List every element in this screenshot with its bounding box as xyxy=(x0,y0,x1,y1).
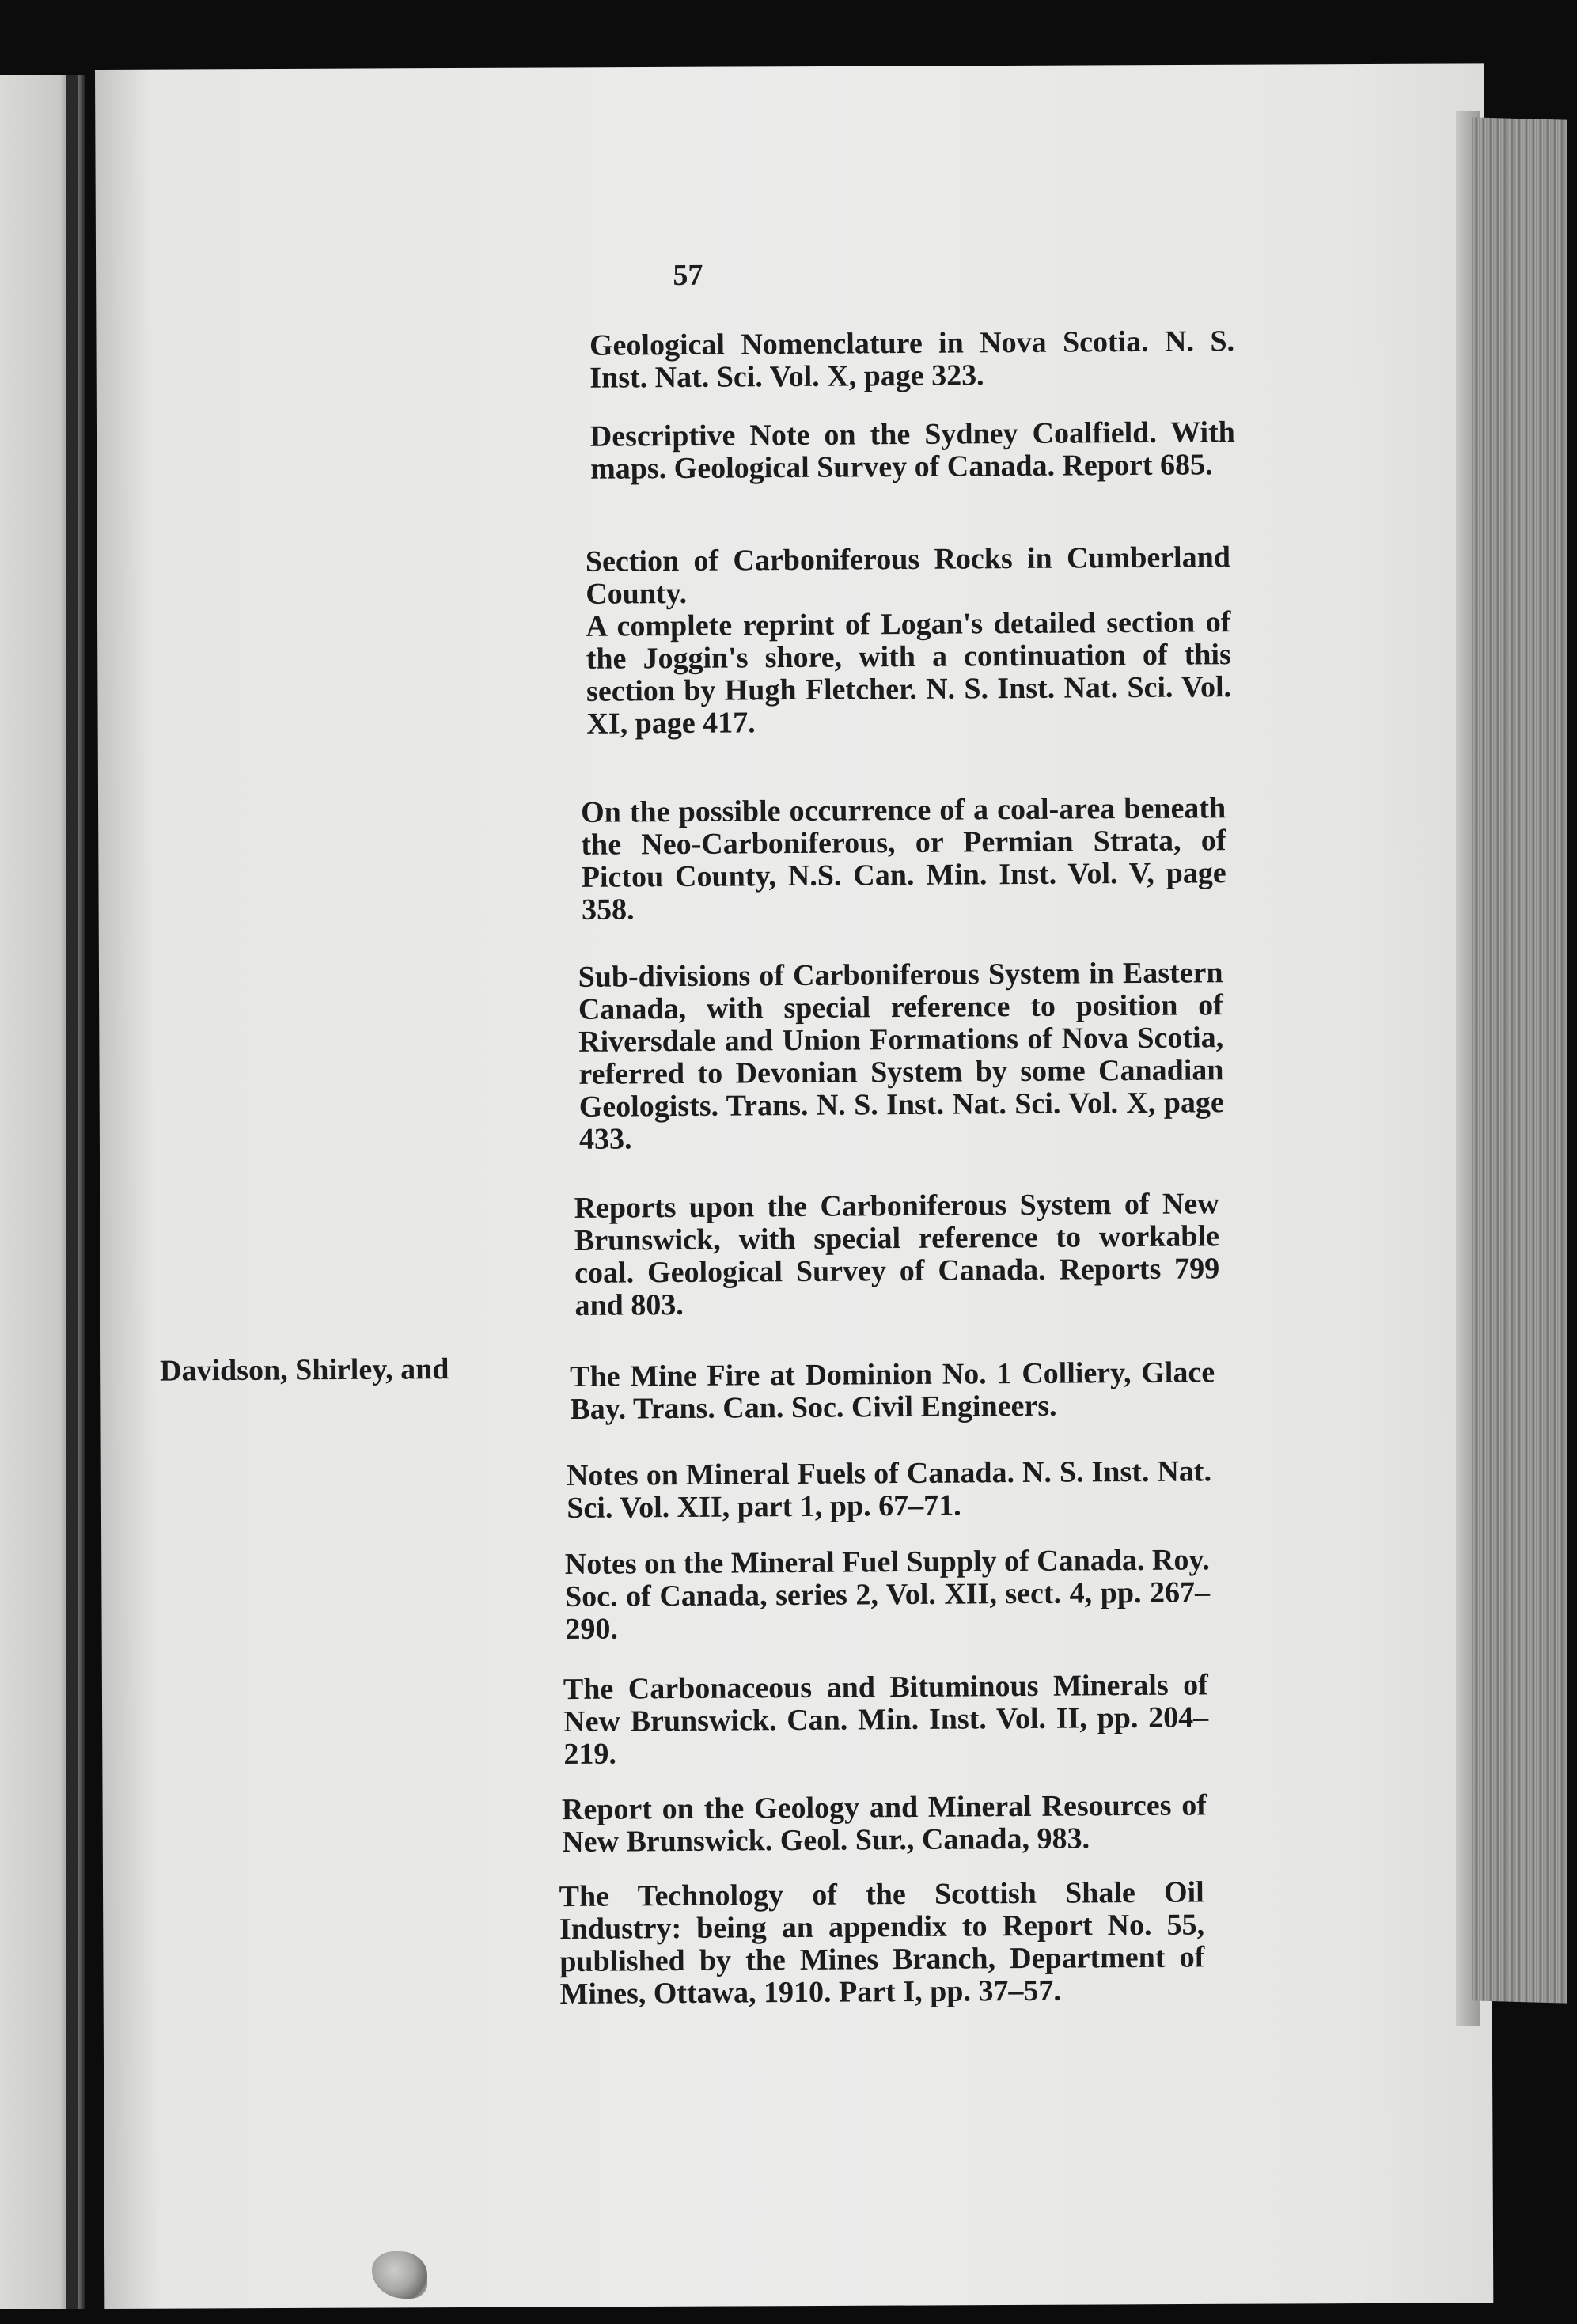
entry-description: Report on the Geology and Mineral Resources of New Brunswick. Geol. Sur., Canada, 983. xyxy=(561,1788,1207,1860)
entry-description: Geological Nomenclature in Nova Scotia. N. S. Inst. Nat. Sci. Vol. X, page 323. xyxy=(589,324,1235,395)
entry-description: Notes on the Mineral Fuel Supply of Canada. Roy. Soc. of Canada, series 2, Vol. XII, sect. 4, pp. 267–290. xyxy=(564,1543,1211,1647)
entry-description: The Technology of the Scottish Shale Oil Industry: being an appendix to Report No. 55, published by the Mines Branch, Department of Mines, Ottawa, 1910. Part I, pp. 37–57. xyxy=(559,1875,1205,2011)
entry-author: Davidson, Shirley, and xyxy=(159,1352,449,1388)
entry-description: Section of Carboniferous Rocks in Cumberland County. A complete reprint of Logan's detailed section of the Joggin's shore, with a continuation of this section by Hugh Fletcher. N. S. Inst. Nat. Sci. Vol. XI, page 417. xyxy=(585,540,1232,741)
entry-description: Notes on Mineral Fuels of Canada. N. S. Inst. Nat. Sci. Vol. XII, part 1, pp. 67–71. xyxy=(566,1454,1212,1526)
entry-description: The Carbonaceous and Bituminous Minerals of New Brunswick. Can. Min. Inst. Vol. II, pp. 204–219. xyxy=(563,1668,1209,1772)
entry-description: On the possible occurrence of a coal-area beneath the Neo-Carboniferous, or Permian Strata, of Pictou County, N.S. Can. Min. Inst. Vol. V, page 358. xyxy=(581,791,1226,927)
entry-description: Sub-divisions of Carboniferous System in Eastern Canada, with special reference to position of Riversdale and Union Formations of Nova Scotia, referred to Devonian System by some Canadian Geologists. Trans. N. S. Inst. Nat. Sci. Vol. X, page 433. xyxy=(578,956,1224,1156)
entry-description: The Mine Fire at Dominion No. 1 Colliery, Glace Bay. Trans. Can. Soc. Civil Engineers. xyxy=(569,1355,1215,1426)
entry-description: Reports upon the Carboniferous System of New Brunswick, with special reference to workable coal. Geological Survey of Canada. Reports 799 and 803. xyxy=(574,1187,1220,1322)
entry-description: Descriptive Note on the Sydney Coalfield. With maps. Geological Survey of Canada. Report 685. xyxy=(589,415,1235,486)
page-number: 57 xyxy=(673,258,703,293)
